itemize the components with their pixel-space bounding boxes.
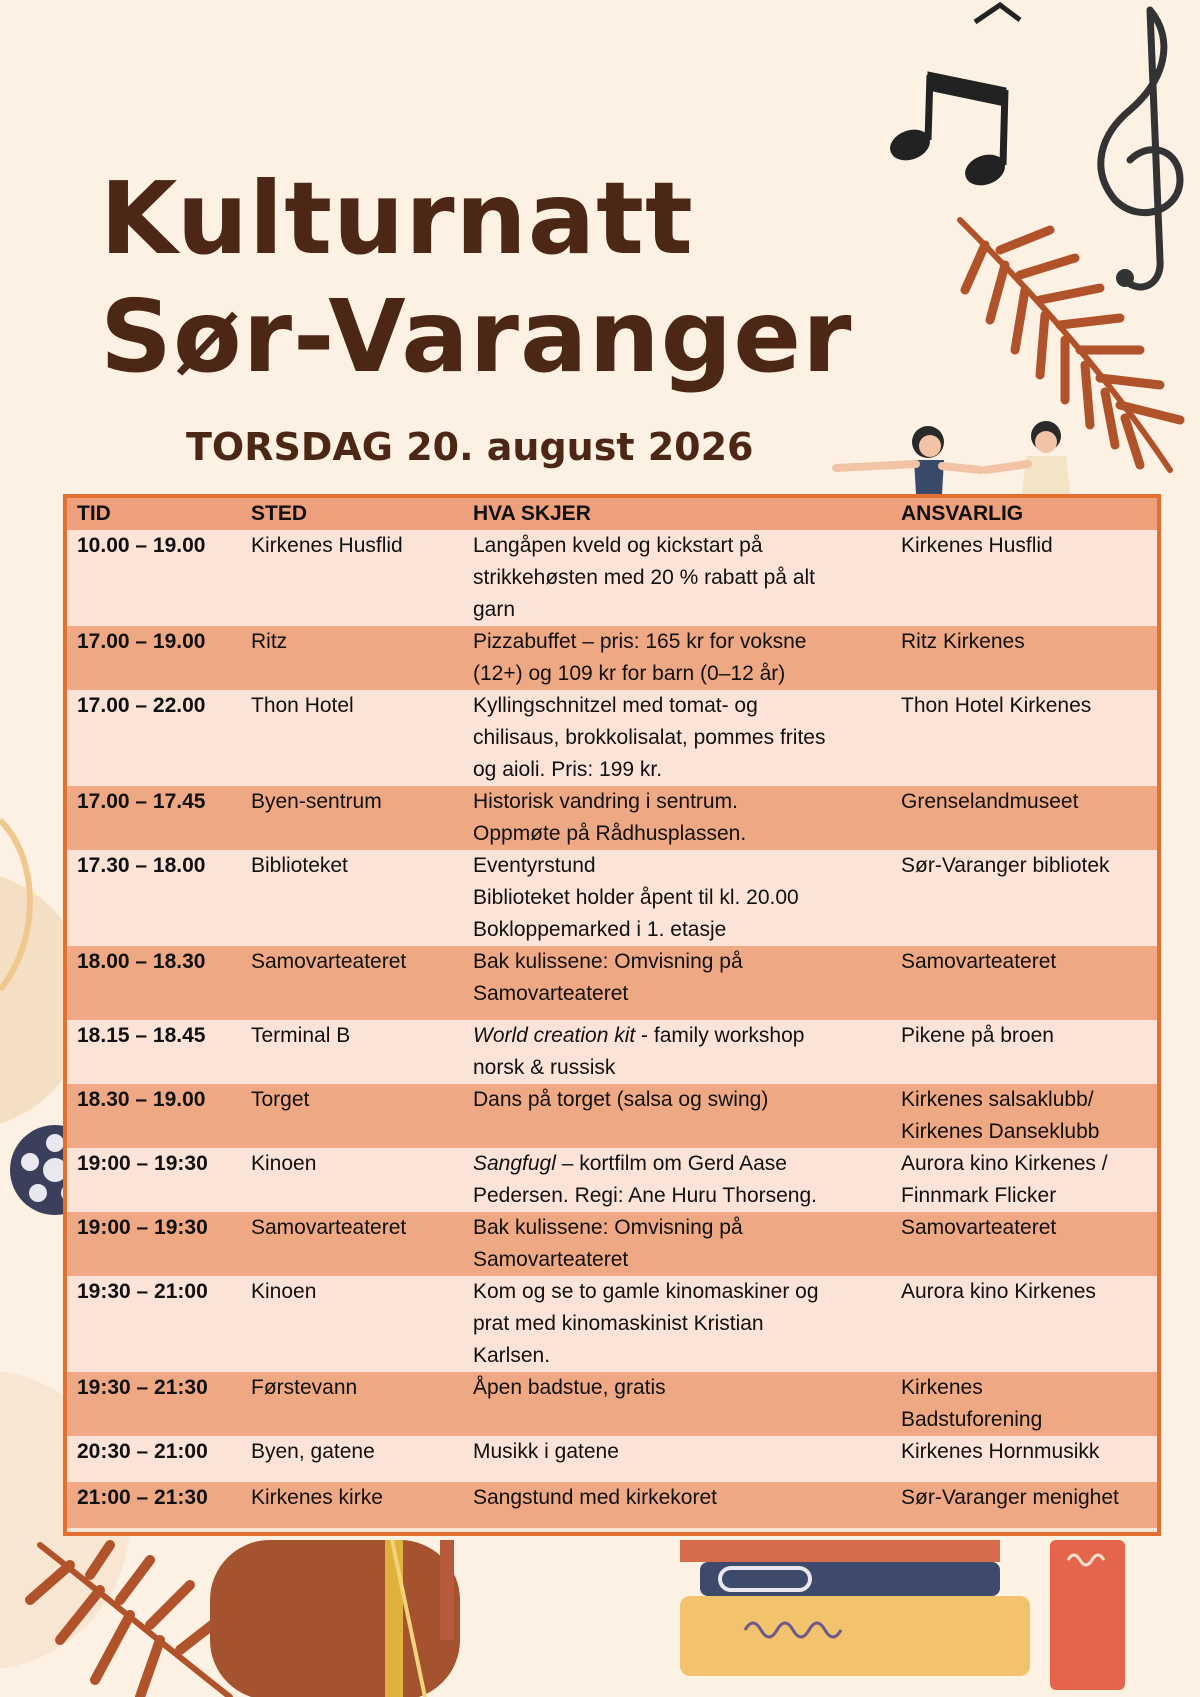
cell-tid: 18.00 – 18.30 bbox=[77, 950, 206, 973]
cell-ansvarlig bbox=[891, 530, 1157, 626]
schedule-table-container bbox=[63, 494, 1161, 1536]
cell-tid: 17.00 – 22.00 bbox=[77, 694, 206, 717]
cell-text: Ritz Kirkenes bbox=[901, 630, 1025, 653]
treble-clef-icon bbox=[1101, 10, 1180, 287]
cell-tid: 20:30 – 21:00 bbox=[77, 1440, 208, 1463]
cell-sted: Thon Hotel bbox=[251, 694, 354, 717]
cell-ansvarlig bbox=[891, 1020, 1157, 1084]
cell-text: norsk & russisk bbox=[473, 1056, 616, 1079]
table-row bbox=[67, 1084, 1157, 1148]
table-row bbox=[67, 1482, 1157, 1528]
cell-text: Pedersen. Regi: Ane Huru Thorseng. bbox=[473, 1184, 817, 1207]
cell-ansvarlig bbox=[891, 946, 1157, 1020]
cell-text: Oppmøte på Rådhusplassen. bbox=[473, 822, 747, 845]
cell-tid: 17.00 – 17.45 bbox=[77, 790, 206, 813]
table-row bbox=[67, 690, 1157, 786]
cell-tid: 19:30 – 21:30 bbox=[77, 1376, 208, 1399]
cell-text: Biblioteket holder åpent til kl. 20.00 bbox=[473, 886, 799, 909]
cell-hva-skjer bbox=[463, 1148, 891, 1212]
table-row bbox=[67, 850, 1157, 946]
cell-hva-skjer bbox=[463, 626, 891, 690]
cell-hva-skjer bbox=[463, 1372, 891, 1436]
cell-text: Musikk i gatene bbox=[473, 1440, 619, 1463]
cell-text: Thon Hotel Kirkenes bbox=[901, 694, 1092, 717]
cell-text: Kom og se to gamle kinomaskiner og bbox=[473, 1280, 819, 1303]
cell-text: Sør-Varanger bibliotek bbox=[901, 854, 1110, 877]
cell-text: Karlsen. bbox=[473, 1344, 551, 1367]
cell-text: Kyllingschnitzel med tomat- og bbox=[473, 694, 758, 717]
music-flag-icon bbox=[975, 5, 1020, 22]
cell-tid: 21:00 – 21:30 bbox=[77, 1486, 208, 1509]
cell-text: (12+) og 109 kr for barn (0–12 år) bbox=[473, 662, 786, 685]
cell-hva-skjer bbox=[463, 1276, 891, 1372]
cell-text: Åpen badstue, gratis bbox=[473, 1376, 666, 1399]
table-row bbox=[67, 1212, 1157, 1276]
cell-hva-skjer bbox=[463, 530, 891, 626]
cell-text-line bbox=[473, 1148, 887, 1180]
schedule-table bbox=[67, 498, 1157, 1528]
cell-tid: 19:00 – 19:30 bbox=[77, 1152, 208, 1175]
header-hva-skjer: HVA SKJER bbox=[473, 502, 591, 525]
header-ansvarlig: ANSVARLIG bbox=[901, 502, 1024, 525]
cell-ansvarlig bbox=[891, 690, 1157, 786]
title-line-1: Kulturnatt bbox=[100, 160, 694, 277]
cell-ansvarlig bbox=[891, 1212, 1157, 1276]
cell-text: Kirkenes Danseklubb bbox=[901, 1120, 1100, 1143]
cell-text: Pikene på broen bbox=[901, 1024, 1054, 1047]
cell-text: Sangfugl bbox=[473, 1152, 556, 1175]
cell-hva-skjer bbox=[463, 1084, 891, 1148]
cell-sted: Torget bbox=[251, 1088, 310, 1111]
cell-text: Kirkenes Hornmusikk bbox=[901, 1440, 1100, 1463]
cell-text: Samovarteateret bbox=[901, 1216, 1057, 1239]
cell-tid: 18.15 – 18.45 bbox=[77, 1024, 206, 1047]
cell-text: Kirkenes bbox=[901, 1376, 983, 1399]
cell-ansvarlig bbox=[891, 850, 1157, 946]
cell-tid: 19:30 – 21:00 bbox=[77, 1280, 208, 1303]
cell-tid: 10.00 – 19.00 bbox=[77, 534, 206, 557]
cell-tid: 17.30 – 18.00 bbox=[77, 854, 206, 877]
table-row bbox=[67, 786, 1157, 850]
cell-sted: Kinoen bbox=[251, 1280, 317, 1303]
cell-text: Aurora kino Kirkenes bbox=[901, 1280, 1096, 1303]
event-date: TORSDAG 20. august 2026 bbox=[186, 425, 754, 469]
table-row bbox=[67, 530, 1157, 626]
table-row bbox=[67, 1436, 1157, 1482]
cell-text: Samovarteateret bbox=[473, 982, 629, 1005]
cell-text: Sangstund med kirkekoret bbox=[473, 1486, 717, 1509]
cell-hva-skjer bbox=[463, 1482, 891, 1528]
cell-hva-skjer bbox=[463, 1020, 891, 1084]
table-row bbox=[67, 946, 1157, 1020]
cell-text: garn bbox=[473, 598, 516, 621]
header-tid: TID bbox=[77, 502, 111, 525]
cell-text: chilisaus, brokkolisalat, pommes frites bbox=[473, 726, 826, 749]
books-icon bbox=[680, 1540, 1125, 1690]
cell-text-line bbox=[473, 1020, 887, 1052]
dancers-icon bbox=[826, 420, 1116, 494]
cell-sted: Byen, gatene bbox=[251, 1440, 375, 1463]
cell-tid: 19:00 – 19:30 bbox=[77, 1216, 208, 1239]
cell-text: Eventyrstund bbox=[473, 854, 596, 877]
cell-text: Pizzabuffet – pris: 165 kr for voksne bbox=[473, 630, 807, 653]
cell-text: strikkehøsten med 20 % rabatt på alt bbox=[473, 566, 815, 589]
cell-text: Historisk vandring i sentrum. bbox=[473, 790, 738, 813]
cell-hva-skjer bbox=[463, 946, 891, 1020]
cell-hva-skjer bbox=[463, 690, 891, 786]
cell-text: og aioli. Pris: 199 kr. bbox=[473, 758, 663, 781]
cell-hva-skjer bbox=[463, 1212, 891, 1276]
cell-tid: 18.30 – 19.00 bbox=[77, 1088, 206, 1111]
cell-sted: Kirkenes kirke bbox=[251, 1486, 383, 1509]
table-header-row bbox=[67, 498, 1157, 530]
cell-sted: Biblioteket bbox=[251, 854, 348, 877]
cell-text: Langåpen kveld og kickstart på bbox=[473, 534, 763, 557]
cell-hva-skjer bbox=[463, 1436, 891, 1482]
music-note-icon bbox=[886, 72, 1008, 190]
cell-text: Bokloppemarked i 1. etasje bbox=[473, 918, 727, 941]
cell-text: Samovarteateret bbox=[473, 1248, 629, 1271]
cell-text: Aurora kino Kirkenes / bbox=[901, 1152, 1108, 1175]
table-row bbox=[67, 1148, 1157, 1212]
cell-hva-skjer bbox=[463, 786, 891, 850]
table-row bbox=[67, 1020, 1157, 1084]
cell-text: Bak kulissene: Omvisning på bbox=[473, 950, 743, 973]
cell-ansvarlig bbox=[891, 1276, 1157, 1372]
cell-sted: Samovarteateret bbox=[251, 950, 407, 973]
cell-text: Dans på torget (salsa og swing) bbox=[473, 1088, 769, 1111]
cell-text: prat med kinomaskinist Kristian bbox=[473, 1312, 764, 1335]
cell-ansvarlig bbox=[891, 626, 1157, 690]
cell-text: Finnmark Flicker bbox=[901, 1184, 1057, 1207]
cell-text: Samovarteateret bbox=[901, 950, 1057, 973]
cell-ansvarlig bbox=[891, 1148, 1157, 1212]
cell-sted: Førstevann bbox=[251, 1376, 358, 1399]
cell-text: Grenselandmuseet bbox=[901, 790, 1079, 813]
cell-ansvarlig bbox=[891, 1482, 1157, 1528]
cell-sted: Kinoen bbox=[251, 1152, 317, 1175]
cell-text: World creation kit bbox=[473, 1024, 636, 1047]
cell-sted: Samovarteateret bbox=[251, 1216, 407, 1239]
title-line-2: Sør-Varanger bbox=[100, 278, 853, 395]
page-title bbox=[100, 160, 852, 396]
cell-text: Badstuforening bbox=[901, 1408, 1043, 1431]
table-row bbox=[67, 1372, 1157, 1436]
cell-text: Bak kulissene: Omvisning på bbox=[473, 1216, 743, 1239]
cell-ansvarlig bbox=[891, 1372, 1157, 1436]
table-row bbox=[67, 1276, 1157, 1372]
cell-ansvarlig bbox=[891, 1436, 1157, 1482]
table-row bbox=[67, 626, 1157, 690]
cell-text: - family workshop bbox=[635, 1024, 805, 1047]
cell-sted: Terminal B bbox=[251, 1024, 351, 1047]
cell-text: Sør-Varanger menighet bbox=[901, 1486, 1119, 1509]
cell-ansvarlig bbox=[891, 1084, 1157, 1148]
cell-ansvarlig bbox=[891, 786, 1157, 850]
header-sted: STED bbox=[251, 502, 308, 525]
cell-hva-skjer bbox=[463, 850, 891, 946]
cell-sted: Ritz bbox=[251, 630, 288, 653]
cell-text: Kirkenes Husflid bbox=[901, 534, 1053, 557]
cell-text: – kortfilm om Gerd Aase bbox=[555, 1152, 787, 1175]
cell-sted: Byen-sentrum bbox=[251, 790, 382, 813]
cell-text: Kirkenes salsaklubb/ bbox=[901, 1088, 1094, 1111]
cell-sted: Kirkenes Husflid bbox=[251, 534, 403, 557]
guitar-icon bbox=[210, 1540, 460, 1697]
cell-tid: 17.00 – 19.00 bbox=[77, 630, 206, 653]
